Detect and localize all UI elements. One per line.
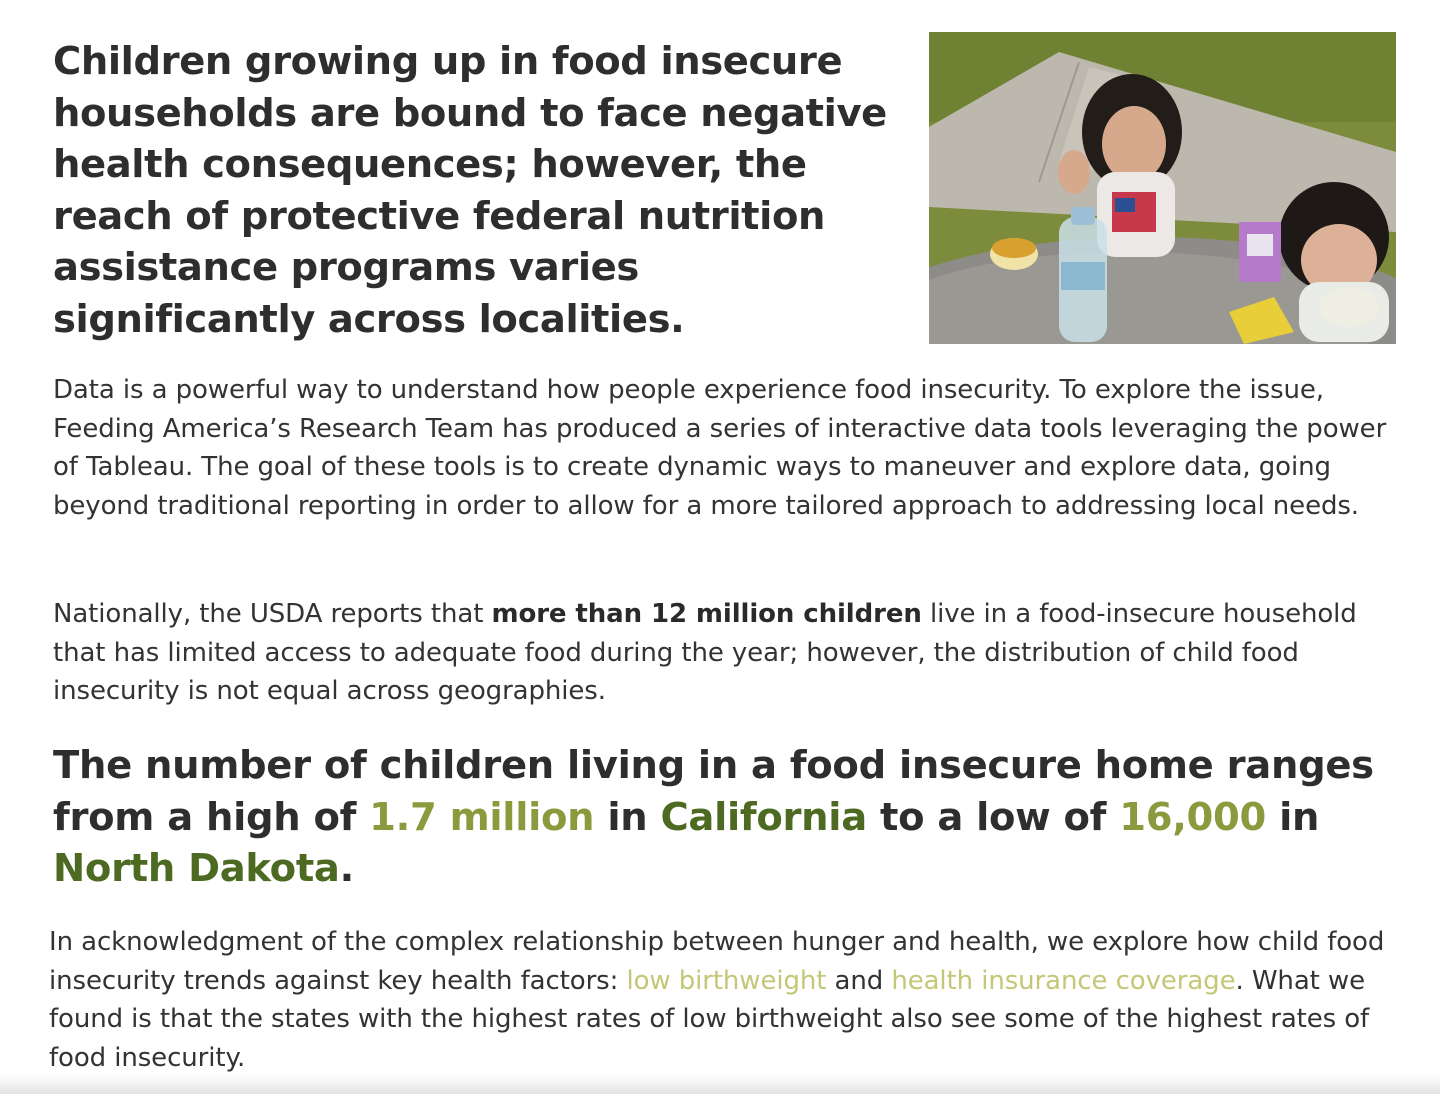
callout-text-5: . bbox=[339, 846, 354, 891]
photo-illustration bbox=[929, 32, 1396, 344]
health-insurance-coverage-link[interactable]: health insurance coverage bbox=[891, 965, 1236, 996]
callout-low-state: North Dakota bbox=[53, 846, 340, 891]
intro-paragraph: Data is a powerful way to understand how people experience food insecurity. To explore the issue, Feeding America’s Research Team has produced a series of interactive data tools leveraging the power of Tableau. The goal of these tools is to create dynamic ways to maneuver and explore data, going beyond traditional reporting in order to allow for a more tailored approach to addressing local needs. bbox=[53, 375, 1387, 521]
callout-text-2: in bbox=[594, 794, 661, 840]
usda-text-before: Nationally, the USDA reports that bbox=[53, 599, 492, 629]
low-birthweight-link[interactable]: low birthweight bbox=[626, 965, 827, 996]
callout-high-value: 1.7 million bbox=[369, 794, 595, 840]
health-text-3: . What we found is that the states with the highest rates of low birthweight also see some of the highest rates of food insecurity. bbox=[49, 965, 1370, 1073]
health-factors-paragraph bbox=[49, 923, 1389, 1077]
headline: Children growing up in food insecure households are bound to face negative health consequences; however, the reach of protective federal nutrition assistance programs varies significantly across localities. bbox=[53, 39, 887, 342]
usda-highlight: more than 12 million children bbox=[491, 599, 922, 629]
bottom-fade bbox=[0, 1074, 1440, 1094]
callout-text-1: The number of children living in a food insecure home ranges from a high of bbox=[53, 743, 1374, 840]
health-text-2: and bbox=[826, 965, 892, 996]
callout-statement bbox=[53, 740, 1413, 895]
callout-high-state: California bbox=[660, 794, 867, 840]
health-text-1: In acknowledgment of the complex relationship between hunger and health, we explore how child food insecurity trends against key health factors: bbox=[49, 927, 1385, 996]
usda-paragraph bbox=[53, 595, 1393, 711]
usda-text-after: live in a food-insecure household that has limited access to adequate food during the year; however, the distribution of child food insecurity is not equal across geographies. bbox=[53, 599, 1357, 706]
photo-children-eating-outdoors bbox=[929, 32, 1396, 344]
callout-text-4: in bbox=[1266, 794, 1320, 840]
callout-text-3: to a low of bbox=[866, 794, 1120, 840]
callout-low-value: 16,000 bbox=[1119, 794, 1267, 840]
